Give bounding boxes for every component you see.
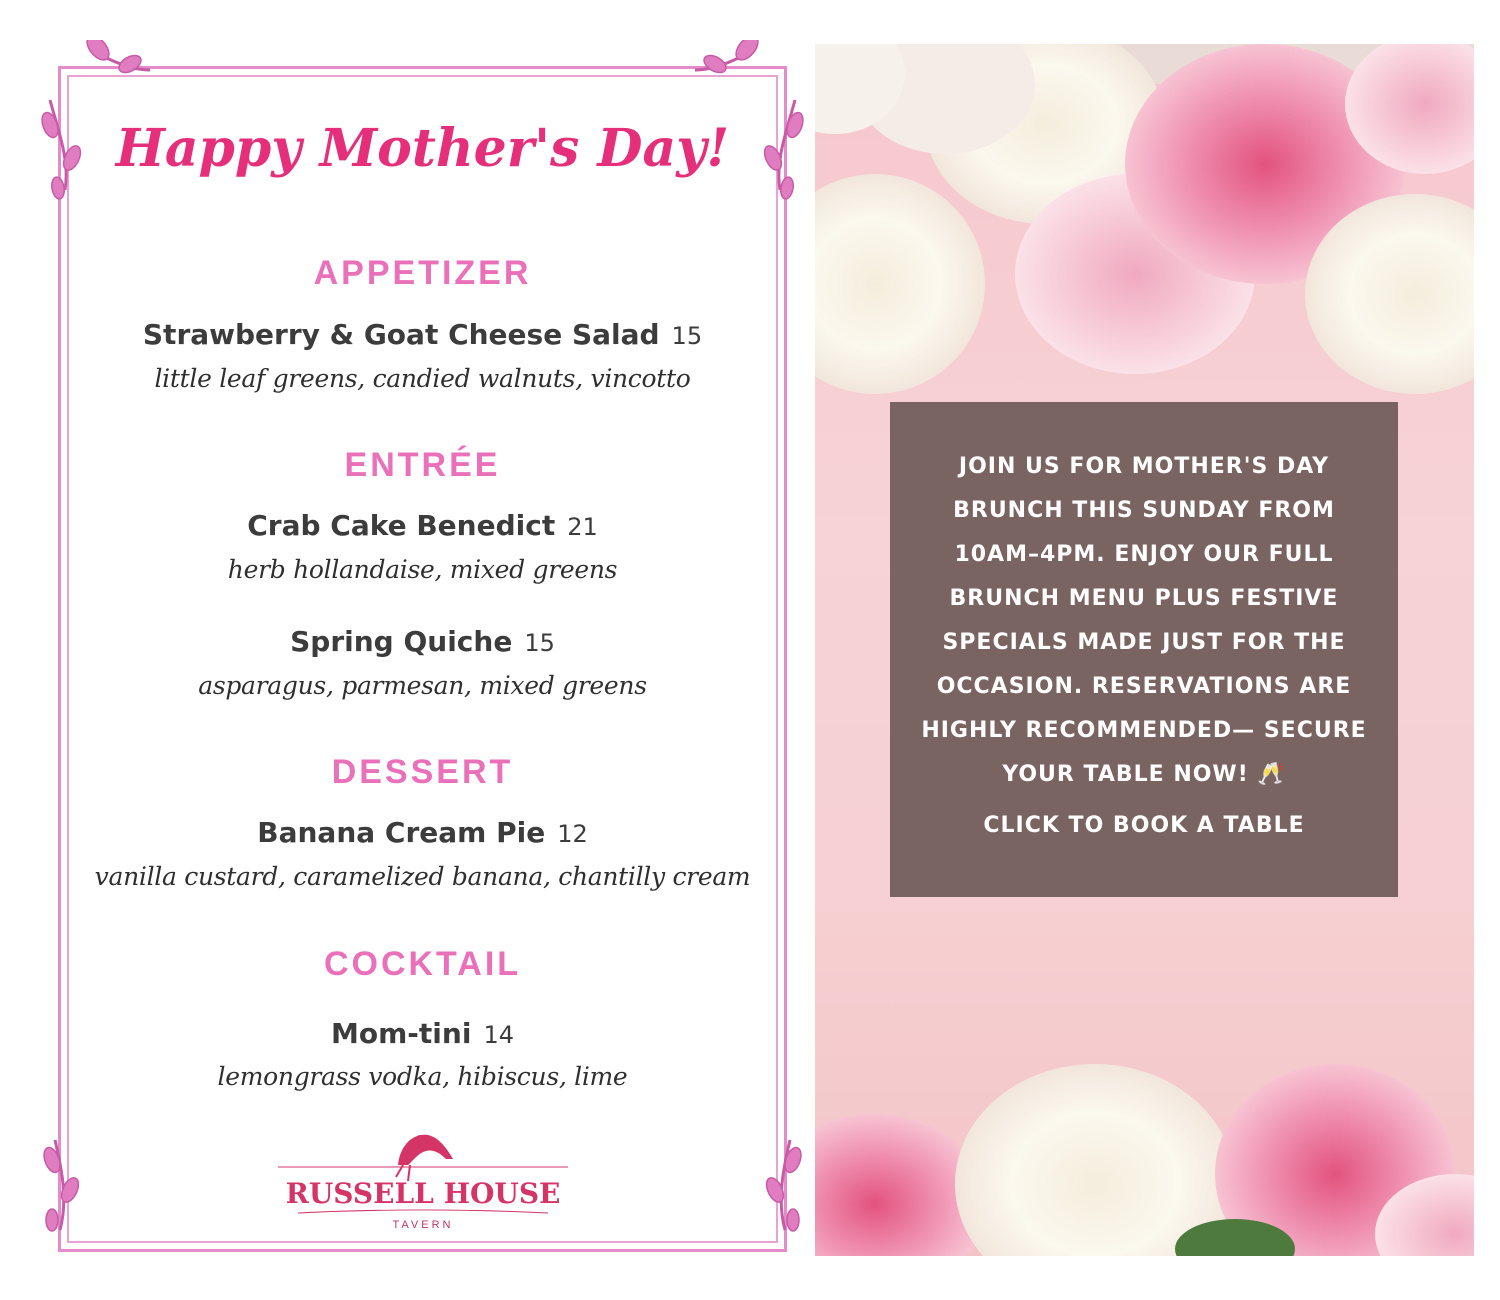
item-description: asparagus, parmesan, mixed greens — [198, 671, 647, 700]
section-heading-entree: ENTRÉE — [344, 446, 501, 484]
book-table-link[interactable]: CLICK TO BOOK A TABLE — [983, 813, 1305, 838]
promo-info-box — [890, 402, 1398, 897]
item-name: Spring Quiche — [290, 625, 513, 658]
menu-item-strawberry-salad — [40, 318, 805, 351]
item-price: 14 — [483, 1021, 514, 1049]
menu-item-crab-cake-benedict — [40, 509, 805, 542]
item-price: 12 — [557, 820, 588, 848]
item-description: little leaf greens, candied walnuts, vincotto — [154, 364, 691, 393]
menu-item-spring-quiche — [40, 625, 805, 658]
item-description: lemongrass vodka, hibiscus, lime — [217, 1062, 628, 1091]
item-name: Mom-tini — [331, 1017, 472, 1050]
logo-name: RUSSELL HOUSE — [285, 1177, 561, 1210]
item-description: vanilla custard, caramelized banana, chantilly cream — [94, 862, 751, 891]
promo-text: JOIN US FOR MOTHER'S DAY BRUNCH THIS SUNDAY FROM 10AM–4PM. ENJOY OUR FULL BRUNCH MENU PLUS FESTIVE SPECIALS MADE JUST FOR THE OCCASION. RESERVATIONS ARE HIGHLY RECOMMENDED— SECURE YOUR TABLE NOW! 🥂 — [921, 454, 1367, 787]
item-name: Strawberry & Goat Cheese Salad — [142, 318, 660, 351]
section-heading-cocktail: COCKTAIL — [323, 945, 522, 983]
item-price: 15 — [524, 629, 555, 657]
bird-logo-icon — [278, 1125, 568, 1185]
item-description: herb hollandaise, mixed greens — [227, 555, 618, 584]
item-name: Banana Cream Pie — [257, 816, 546, 849]
russell-house-logo — [278, 1125, 568, 1245]
peony-photo-panel — [815, 44, 1474, 1256]
section-heading-dessert: DESSERT — [331, 753, 514, 791]
menu-title: Happy Mother's Day! — [115, 118, 730, 179]
item-name: Crab Cake Benedict — [247, 509, 556, 542]
logo-divider — [278, 1209, 568, 1217]
menu-item-banana-cream-pie — [40, 816, 805, 849]
menu-item-mom-tini — [40, 1017, 805, 1050]
section-heading-appetizer: APPETIZER — [313, 254, 532, 292]
logo-subtitle: TAVERN — [392, 1219, 454, 1231]
item-price: 21 — [567, 513, 598, 541]
item-price: 15 — [671, 322, 703, 350]
menu-card — [40, 40, 805, 1260]
